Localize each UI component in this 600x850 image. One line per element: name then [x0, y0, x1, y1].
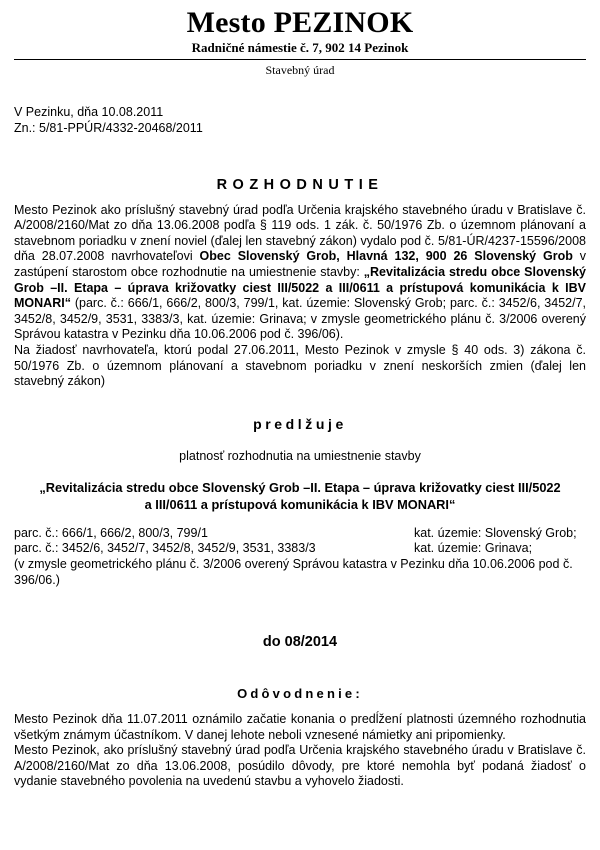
file-number: Zn.: 5/81-PPÚR/4332-20468/2011 [14, 121, 203, 135]
survey-plan-note: (v zmysle geometrického plánu č. 3/2006 overený Správou katastra v Pezinku dňa 10.06.2006 pod č. 396/06.) [14, 557, 573, 587]
organization-name: Mesto PEZINOK [186, 6, 414, 39]
parcel-row [14, 541, 586, 557]
cadastral-area: kat. územie: Grinava; [414, 541, 533, 556]
project-title-line2: a III/0611 a prístupová komunikácia k IBV MONARI“ [144, 496, 456, 512]
intro-text-part1: Mesto Pezinok ako príslušný stavebný úrad podľa Určenia krajského stavebného úradu v Bratislave č. A/2008/2160/Mat zo dňa 13.06.2008 podľa § 119 ods. 1 zák. č. 50/1976 Zb. o územnom plánovaní a stavebnom poriadku v znení noviel (ďalej len stavebný zákon) vydalo pod č. 5/81-ÚR/4237-15596/2008 dňa 28.07.2008 navrhovateľovi [14, 202, 586, 264]
project-title-line1: „Revitalizácia stredu obce Slovenský Grob –II. Etapa – úprava križovatky ciest III/5022 [39, 479, 561, 495]
parcel-numbers: parc. č.: 3452/6, 3452/7, 3452/8, 3452/9, 3531, 3383/3 [14, 541, 316, 556]
parcel-list [14, 526, 586, 588]
intro-paragraph [14, 203, 586, 343]
parcel-row [14, 526, 586, 542]
decision-verb-heading: predlžuje [253, 415, 347, 432]
page-title: ROZHODNUTIE [216, 177, 384, 193]
reference-block [14, 104, 586, 136]
intro-text-part3: (parc. č.: 666/1, 666/2, 800/3, 799/1, kat. územie: Slovenský Grob; parc. č.: 3452/6, 3452/7, 3452/8, 3452/9, 3531, 3383/3, kat. územie: Grinava; v zmysle geometrického plánu č. 3/2006 overený Správou katastra v Pezinku dňa 10.06.2006 pod č. 396/06). [14, 296, 586, 342]
project-title [14, 479, 586, 513]
reasoning-paragraph-2: Mesto Pezinok, ako príslušný stavebný úrad podľa Určenia krajského stavebného úradu v Bratislave č. A/2008/2160/Mat zo dňa 13.06.2008, posúdilo dôvody, pre ktoré nemohla byť podaná žiadosť o vydanie stavebného povolenia na uvedenú stavbu a vyhovelo žiadosti. [14, 743, 586, 789]
reasoning-paragraph-1: Mesto Pezinok dňa 11.07.2011 oznámilo začatie konania o predĺžení platnosti územného rozhodnutia všetkým známym účastníkom. V danej lehote neboli vznesené námietky ani pripomienky. [14, 711, 586, 742]
validity-deadline: do 08/2014 [262, 634, 338, 651]
request-paragraph: Na žiadosť navrhovateľa, ktorú podal 27.06.2011, Mesto Pezinok v zmysle § 40 ods. 3) zákona č. 50/1976 Zb. o územnom plánovaní a stavebnom poriadku v znení neskorších zmien (ďalej len stavebný zákon) [14, 343, 586, 389]
place-and-date: V Pezinku, dňa 10.08.2011 [14, 105, 164, 119]
intro-text-part2: v zastúpení starostom obce rozhodnutie na umiestnenie stavby: [14, 249, 586, 280]
reasoning-heading: Odôvodnenie: [237, 686, 363, 702]
letterhead-divider [14, 59, 586, 60]
subject-line: platnosť rozhodnutia na umiestnenie stavby [179, 448, 421, 463]
project-name-inline: „Revitalizácia stredu obce Slovenský Grob –II. Etapa – úprava križovatky ciest III/5022 a III/0611 a prístupová komunikácia k IBV MONARI“ [14, 265, 586, 311]
parcel-numbers: parc. č.: 666/1, 666/2, 800/3, 799/1 [14, 525, 208, 540]
letterhead [14, 0, 586, 78]
organization-address: Radničné námestie č. 7, 902 14 Pezinok [191, 40, 409, 55]
applicant-name: Obec Slovenský Grob, Hlavná 132, 900 26 Slovenský Grob [199, 249, 573, 264]
organization-department: Stavebný úrad [265, 63, 335, 77]
cadastral-area: kat. územie: Slovenský Grob; [414, 525, 577, 540]
